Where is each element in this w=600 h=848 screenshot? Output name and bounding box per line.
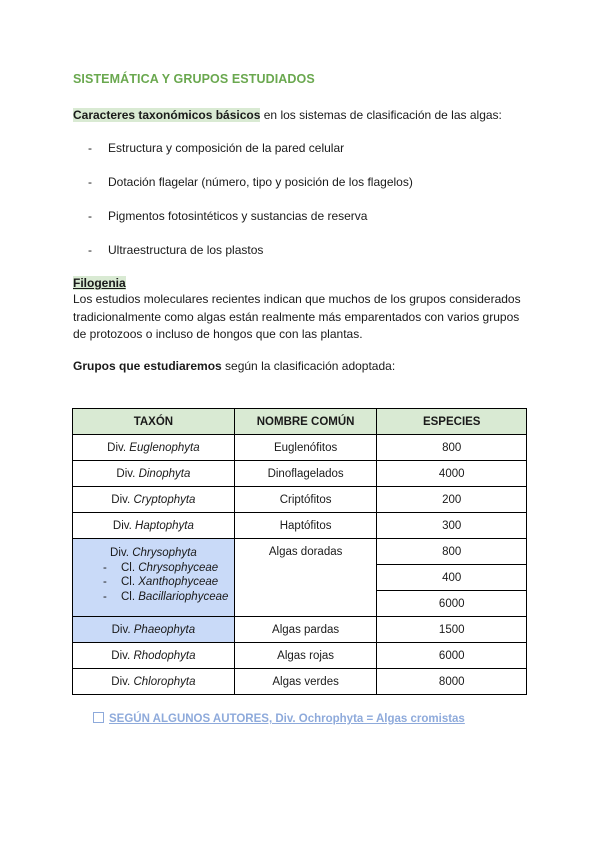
- list-item: - Pigmentos fotosintéticos y sustancias de reserva: [88, 209, 368, 223]
- table-row: Div. Cryptophyta Criptófitos 200: [73, 487, 527, 513]
- section-title: SISTEMÁTICA Y GRUPOS ESTUDIADOS: [73, 72, 315, 86]
- intro-line: [73, 108, 502, 122]
- filogenia-paragraph: Los estudios moleculares recientes indican que muchos de los grupos considerados tradicionalmente como algas están realmente más emparentados con varios grupos de protozoos o incluso de hongos que con las plantas.: [73, 292, 521, 341]
- note-link[interactable]: SEGÚN ALGUNOS AUTORES, Div. Ochrophyta = Algas cromistas: [93, 712, 465, 725]
- table-row: Div. Haptophyta Haptófitos 300: [73, 513, 527, 539]
- filogenia-heading: Filogenia: [73, 276, 126, 290]
- checkbox-icon[interactable]: [93, 712, 104, 723]
- header-common-name: NOMBRE COMÚN: [234, 409, 377, 435]
- list-item: - Ultraestructura de los plastos: [88, 243, 264, 257]
- table-row: Div. Euglenophyta Euglenófitos 800: [73, 435, 527, 461]
- table-row: 400: [73, 565, 527, 591]
- table-row: Div. Chlorophyta Algas verdes 8000: [73, 669, 527, 695]
- criteria-list: [88, 141, 413, 277]
- table-row-chrysophyta: Div. Chrysophyta - Cl. Chrysophyceae - Cl. Xanthophyceae - Cl. Bacillariophyceae Algas doradas 800: [73, 539, 527, 565]
- table-header-row: [73, 409, 527, 435]
- intro-highlight: Caracteres taxonómicos básicos: [73, 108, 261, 122]
- header-species: ESPECIES: [377, 409, 527, 435]
- list-item: - Dotación flagelar (número, tipo y posición de los flagelos): [88, 175, 413, 189]
- header-taxon: TAXÓN: [73, 409, 235, 435]
- groups-table: [72, 408, 527, 695]
- table-row: Div. Dinophyta Dinoflagelados 4000: [73, 461, 527, 487]
- chrysophyta-cell: Div. Chrysophyta - Cl. Chrysophyceae - Cl. Xanthophyceae - Cl. Bacillariophyceae: [73, 539, 235, 617]
- list-item: - Estructura y composición de la pared celular: [88, 141, 345, 155]
- table-row: 6000: [73, 591, 527, 617]
- groups-intro: Grupos que estudiaremos según la clasificación adoptada:: [73, 359, 396, 373]
- intro-rest: en los sistemas de clasificación de las algas:: [260, 108, 502, 122]
- table-row: Div. Rhodophyta Algas rojas 6000: [73, 643, 527, 669]
- table-row: Div. Phaeophyta Algas pardas 1500: [73, 617, 527, 643]
